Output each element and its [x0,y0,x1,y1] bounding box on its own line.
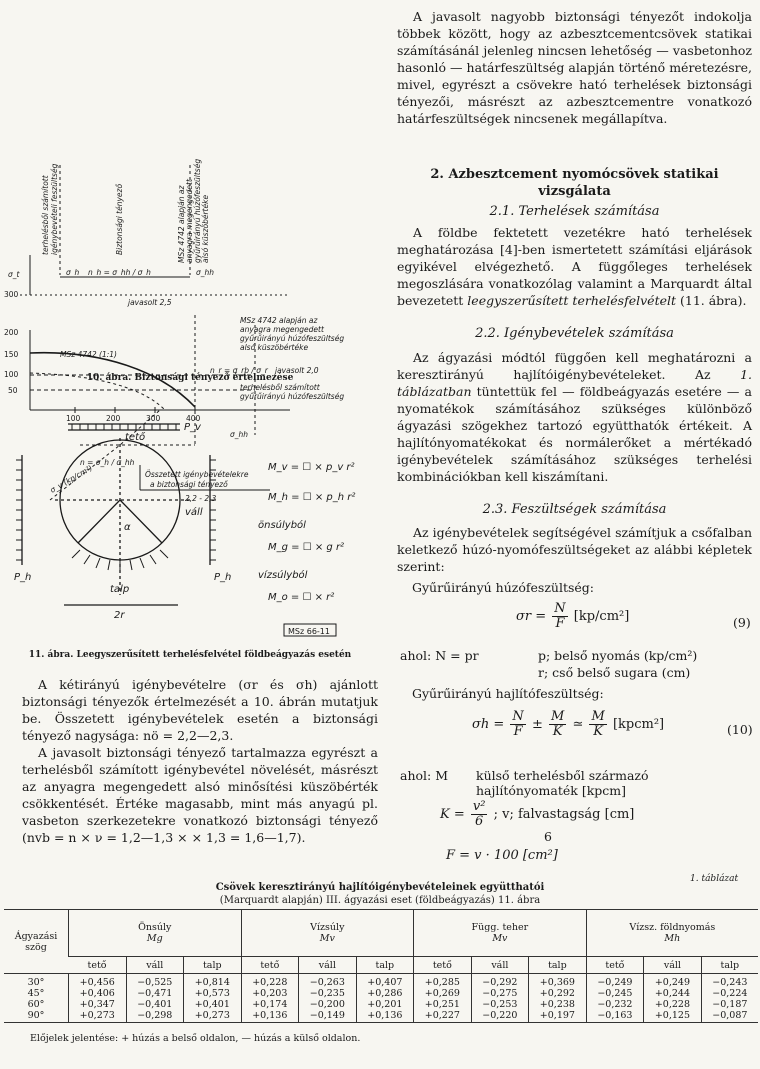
th-group-vizsz [586,910,758,957]
g1-sym: Mv [319,933,335,944]
eq10-pm: ± [531,717,543,732]
eq10-unit: [kpcm²] [612,717,665,732]
th-angle: Ágyazási szög [4,910,69,974]
fig11-teto: tető [125,432,146,443]
eq10-lhs: σh = [472,717,505,732]
g2-sym: Mv [492,933,508,944]
fig10-label-msz-b: anyagra megengedett [185,179,194,263]
fig11-talp: talp [110,584,130,595]
fig10-ytick-150: 150 [4,350,19,359]
fig10-label-terheles: terhelésből számított [41,175,50,255]
g0-name: Önsúly [138,922,172,933]
eq9-label: Gyűrűirányú húzófeszültség: [412,580,595,595]
eq10-label: Gyűrűirányú hajlítófeszültség: [412,686,604,701]
cell: +0,285 +0,269 +0,251 +0,227 [414,974,472,1023]
fig10-sigmav: σ_v (kp/cm²) [48,463,94,495]
fig10-xtick-400: 400 [186,414,201,423]
g0-sym: Mg [146,933,163,944]
where-1: ahol: N = pr [400,648,479,663]
fig11-ph-left: P_h [14,572,32,583]
where-r: r; cső belső sugara (cm) [538,665,691,680]
coefficient-table [4,909,758,1023]
g2-name: Függ. teher [471,922,529,933]
table-subtitle: (Marquardt alapján) III. ágyazási eset (földbeágyazás) 11. ábra [219,895,541,906]
th-teto: tető [414,957,472,974]
cell: −0,243 −0,224 −0,187 −0,087 [701,974,758,1023]
eq10-k: K [552,724,563,739]
p2-text-a: A földbe fektetett vezetékre ható terhelések meghatározása [4]-ben ismertetett számítási eljárások egyikével elvégezhető. A függőleges terhelések megoszlására vonatkozólag valamint a Marquardt által bevezetett [397,225,752,308]
where-p: p; belső nyomás (kp/cm²) [538,648,698,663]
fig11-msz: MSz 66-11 [288,627,330,636]
subsection-2-2: 2.2. Igénybevételek számítása [475,326,674,341]
k-lhs: K = [440,807,465,822]
figure-11-caption: 11. ábra. Leegyszerűsített terhelésfelvétel földbeágyazás esetén [28,650,352,660]
fig10-javasolt25: javasolt 2,5 [128,298,172,307]
fig10-sigma-hh: σ_hh [196,268,215,277]
cell: +0,456 +0,406 +0,347 +0,273 [69,974,127,1023]
eq10-k2: K [593,724,603,739]
subsection-2-1: 2.1. Terhelések számítása [489,204,660,219]
eq9-fraction [552,602,567,631]
cell: −0,292 −0,275 −0,253 −0,220 [471,974,529,1023]
k-frac [471,800,488,829]
th-talp: talp [356,957,414,974]
g1-name: Vízsúly [310,922,345,933]
fig11-vizsuly: vízsúlyból [258,570,308,581]
fig10-msz2-d: alsó küszöbértéke [240,343,309,352]
fig10-label-msz-d: alsó küszöbértéke [201,194,210,263]
th-teto: tető [241,957,299,974]
fig10-szamitott-b: gyűrűirányú húzófeszültség [240,392,345,401]
th-vall: váll [471,957,529,974]
eq9-number: (9) [733,615,751,630]
figure-11-diagram [0,400,378,650]
right-paragraph-4: Az igénybevételek segítségével számítjuk a csőfalban keletkező húzó-nyomófeszültségeket az alábbi képletek szerint: [397,525,752,574]
eq10-frac2 [549,710,566,739]
fig10-nv: n = σ_h / σ_hh [80,458,135,467]
th-talp: talp [701,957,758,974]
sign-note: Előjelek jelentése: + húzás a belső oldalon, — húzás a külső oldalon. [30,1033,361,1044]
p3-text-a: Az ágyazási módtól függően kell meghatározni a keresztirányú hajlítóigénybevételeket. Az [397,350,752,382]
p3-text-c: tüntettük fel — földbeágyazás esetére — a nyomatékok számításához szükséges különböző ágyazási szögekhez tartozó együtthatók értékeit. A hajlítónyomatékokat és normálerőket a mértékadó igénybevételek számításához szükséges terhelési kombinációkban kell kiszámítani. [397,384,752,484]
where-2: ahol: M [400,768,449,783]
th-talp: talp [529,957,587,974]
p2-text-c: (11. ábra). [676,293,747,308]
fig10-ytick-200: 200 [4,328,19,337]
fig10-msz2-b: anyagra megengedett [240,325,324,334]
k-num: v² [472,799,486,814]
cell-angles: 30° 45° 60° 90° [27,977,45,1021]
cell: +0,228 +0,203 +0,174 +0,136 [241,974,299,1023]
eq10-formula [472,710,664,739]
right-paragraph-2 [397,224,752,309]
fig10-osszetett-a: Összetett igénybevételekre [145,470,249,479]
p3-text-b: 1. táblázatban [397,367,752,399]
fig10-ytick-50: 50 [8,386,18,395]
fig10-sigma-h: σ_h [66,268,80,277]
fig10-javasolt20: javasolt 2,0 [275,366,319,375]
fig10-osszetett-c: 2,2 - 2,3 [185,494,217,503]
fig10-xtick-100: 100 [66,414,81,423]
fig11-vall: váll [185,507,203,518]
eq10-m2: M [591,709,605,724]
th-vall: váll [299,957,357,974]
g3-name: Vízsz. földnyomás [629,922,716,933]
eq10-approx: ≃ [572,717,584,732]
cell: −0,249 −0,245 −0,232 −0,163 [586,974,644,1023]
fig10-sigma-t: σ_t [8,270,20,279]
fig10-label-bizt: Biztonsági tényező [115,183,124,255]
fig10-ytick-300: 300 [4,290,19,299]
k-six: 6 [544,829,552,844]
eq9-unit: [kp/cm²] [573,609,630,624]
right-paragraph-3 [397,349,752,485]
fig10-nh: n_h = σ_hh / σ_h [88,268,151,277]
th-group-onsuly [69,910,242,957]
left-paragraph-1: A kétirányú igénybevételre (σr és σh) ajánlott biztonsági tényezők értelmezését a 10. ábrán mutatjuk be. Összetett igénybevételek esetén a biztonsági tényező nagysága: nö = 2,2—2,3. [22,677,378,743]
eq10-n: N [512,709,524,724]
cell: +0,369 +0,292 +0,238 +0,197 [529,974,587,1023]
th-teto: tető [69,957,127,974]
eq9-lhs: σr = [516,609,547,624]
eq9-den: F [555,616,565,631]
g3-sym: Mh [664,933,681,944]
fig10-szamitott-a: terhelésből számított [240,383,320,392]
th-vall: váll [644,957,702,974]
left-paragraph-2: A javasolt biztonsági tényező tartalmazza egyrészt a terhelésből számított igénybevétel növelését, másrészt az anyagra megengedett alsó minősítési küszöbérték csökkentését. Értéke magasabb, mint más anyagú pl. vasbeton szerkezetekre vonatkozó biztonsági tényező (nvb = n × ν = 1,2—1,3 × × 1,3 = 1,6—1,7). [22,745,378,845]
fig11-pv: P_v [184,422,201,433]
th-group-fugg [414,910,587,957]
fig10-msz2-a: MSz 4742 alapján az [240,316,318,325]
th-group-vizsuly [241,910,414,957]
fig10-msz-curve: MSz 4742 (1:1) [60,350,117,359]
table-title: Csövek keresztirányú hajlítóigénybevételeinek együtthatói [215,882,545,893]
eq9-formula [516,602,629,631]
fig11-mh: M_h = ☐ × p_h r² [268,492,356,503]
cell: +0,407 +0,286 +0,201 +0,136 [356,974,414,1023]
eq10-frac3 [589,710,606,739]
eq10-frac1 [510,710,525,739]
f-formula: F = v · 100 [cm²] [446,848,558,863]
fig11-mv: M_v = ☐ × p_v r² [268,462,355,473]
fig10-xtick-200: 200 [106,414,121,423]
table-row [4,974,758,1023]
fig11-mg: M_g = ☐ × g r² [268,542,345,553]
k-den: 6 [475,814,484,829]
fig11-alpha: α [124,522,131,533]
cell: +0,814 +0,573 +0,401 +0,273 [184,974,242,1023]
fig10-xtick-300: 300 [146,414,161,423]
th-talp: talp [184,957,242,974]
p2-text-b: leegyszerűsített terhelésfelvételt [467,293,677,308]
section-heading-2: 2. Azbesztcement nyomócsövek statikai vizsgálata [430,167,719,199]
subsection-2-3: 2.3. Feszültségek számítása [482,502,667,517]
where-m: külső terhelésből származó hajlítónyomaték [kpcm] [476,768,649,798]
right-paragraph-1: A javasolt nagyobb biztonsági tényezőt indokolja többek között, hogy az azbesztcementcsövek statikai számításánál jelenleg nincsen lehetőség — vasbetonhoz hasonló — határfeszültség alapján történő méretezésre, mivel, egyrészt a csövekre ható terhelések biztonsági tényezői, másrészt az azbesztcementre vonatkozó határfeszültségek nincsenek megállapítva. [397,9,752,126]
cell: −0,525 −0,471 −0,401 −0,298 [126,974,184,1023]
cell: +0,249 +0,244 +0,228 +0,125 [644,974,702,1023]
eq10-f: F [513,724,523,739]
eq9-num: N [554,601,566,616]
eq10-m: M [550,709,565,724]
table-label: 1. táblázat [690,874,739,884]
figure-10-caption: 10. ábra. Biztonsági tényező értelmezése [86,373,294,383]
fig10-ytick-100: 100 [4,370,19,379]
k-rest: ; v; falvastagság [cm] [493,807,635,822]
fig11-mo: M_o = ☐ × r² [268,592,335,603]
cell: −0,263 −0,235 −0,200 −0,149 [299,974,357,1023]
fig10-label-igenybev: igénybevételi feszültség [50,163,59,255]
fig10-osszetett-b: a biztonsági tényező [150,480,228,489]
fig10-label-msz-c: gyűrűirányú húzófeszültség [193,158,202,263]
eq10-number: (10) [727,722,753,737]
fig11-2r: 2r [114,610,125,621]
fig10-label-msz-a: MSz 4742 alapján az [177,185,186,263]
fig11-onsuly: önsúlyból [258,520,306,531]
k-formula [440,800,634,829]
th-teto: tető [586,957,644,974]
fig10-sigma-hh-lower: σ_hh [230,430,249,439]
fig11-ph-right: P_h [214,572,232,583]
fig10-nr: n_r = σ_rb / σ_r [210,366,268,375]
fig10-msz2-c: gyűrűirányú húzófeszültség [240,334,345,343]
th-vall: váll [126,957,184,974]
